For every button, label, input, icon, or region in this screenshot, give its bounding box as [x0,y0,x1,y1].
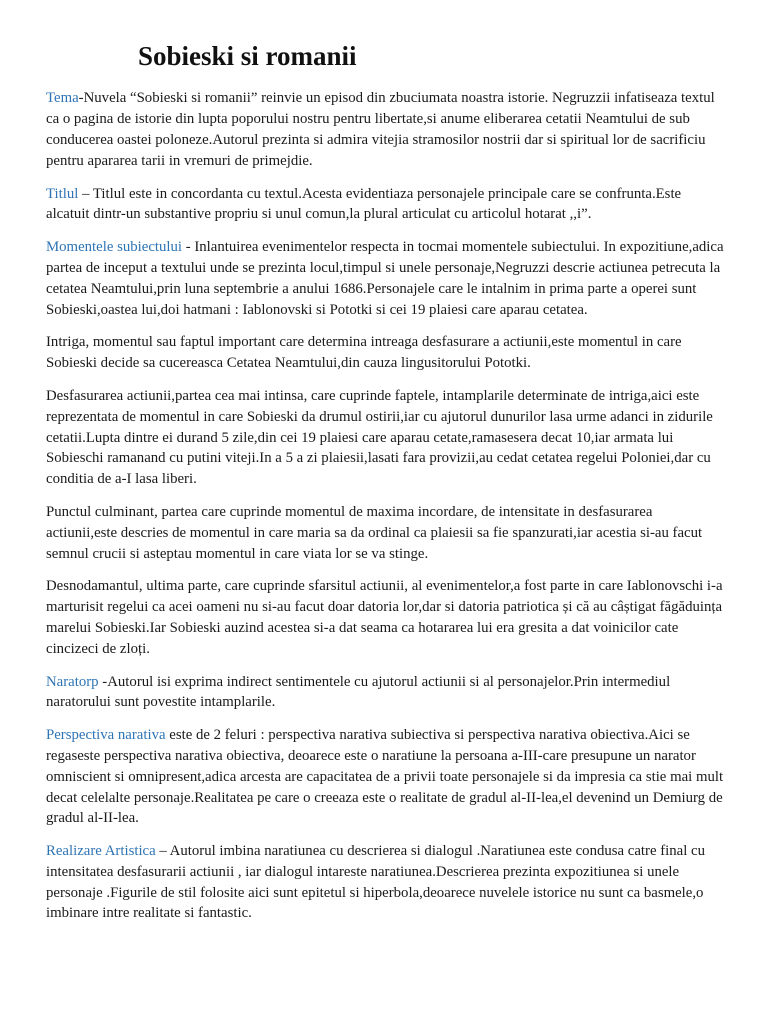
paragraph-lead: Realizare Artistica [46,843,156,860]
document-title: Sobieski si romanii [138,41,357,71]
paragraph-intriga [46,332,726,374]
paragraph-text: Desfasurarea actiunii,partea cea mai intinsa, care cuprinde faptele, intamplarile determinate de intriga,aici este reprezentata de momentul in care Sobieski da drumul ostirii,iar cu ajutorul dunurilor lasa urme adanci in zidurile cetatii.Lupta dintre ei durand 5 zile,din cei 19 plaiesi care aparau cetate,ramasesera decat 10,iar armata lui Sobieschi ramanand cu putini viteji.In a 5 a zi plaiesii,lasati fara provizii,au cedat cetatea regelui Poloniei,dar cu conditia de a-I lasa liberi. [46,387,713,488]
paragraph-desfasurarea-actiunii [46,386,726,490]
paragraph-narator [46,672,726,714]
paragraph-lead: Naratorp [46,673,99,690]
paragraph-lead: Momentele subiectului [46,239,183,256]
paragraph-punctul-culminant [46,502,726,564]
paragraph-text: -Nuvela “Sobieski si romanii” reinvie un episod din zbuciumata noastra istorie. Negruzzii infatiseaza textul ca o pagina de istorie din lupta poporului nostru pentru libertate,si anume eliberarea cetatii Neamtului de sub conducerea oastei poloneze.Autorul prezinta si admira vitejia stramosilor nostrii dar si spiritual lor de sacrificiu pentru apararea tarii in vremuri de primejdie. [46,90,715,169]
paragraph-text: -Autorul isi exprima indirect sentimentele cu ajutorul actiunii si al personajelor.Prin intermediul naratorului sunt povestite intamplarile. [46,673,671,711]
document-page [46,40,726,936]
paragraph-text: este de 2 feluri : perspectiva narativa subiectiva si perspectiva narativa obiectiva.Aici se regaseste perspectiva narativa obiectiva, deoarece este o naratiune la persoana a-III-care presupune un narator omniscient si omnipresent,adica arcesta are capacitatea de a privii toate personajele si da impresia ca stie mai mult decat celelalte personaje.Realitatea pe care o creeaza este o realitate de gradul al-II-lea,el devenind un Demiurg de gradul al-II-lea. [46,727,724,827]
paragraph-perspectiva-narativa [46,725,726,829]
paragraph-lead: Titlul [46,185,79,202]
paragraph-realizare-artistica [46,841,726,924]
paragraph-text: Desnodamantul, ultima parte, care cuprinde sfarsitul actiunii, al evenimentelor,a fost parte in care Iablonovschi i-a marturisit regelui ca acei oameni nu si-au facut doar datoria lor,dar si datoria patriotica și că au câștigat făgăduința marelui Sobieski.Iar Sobieski auzind acestea si-a dat seama ca hotararea lui era gresita a dat voinicilor cate cincizeci de zloți. [46,578,723,657]
paragraph-text: Intriga, momentul sau faptul important care determina intreaga desfasurare a actiunii,este momentul in care Sobieski decide sa cucereasca Cetatea Neamtului,din cauza lingusitorului Pototki. [46,334,682,372]
paragraph-titlul [46,184,726,226]
paragraph-text: – Titlul este in concordanta cu textul.Acesta evidentiaza personajele principale care se confrunta.Este alcatuit dintr-un substantive propriu si unul comun,la plural articulat cu articolul hotarat ,,i”. [46,185,682,223]
paragraph-text: - Inlantuirea evenimentelor respecta in tocmai momentele subiectului. In expozitiune,adica partea de inceput a textului unde se prezinta locul,timpul si unele personaje,Negruzzi descrie actiunea petrecuta la cetatea Neamtului,prin luna septembrie a anului 1686.Personajele care le intalnim in prima parte a operei sunt Sobieski,oastea lui,doi hatmani : Iablonovski si Pototki si cei 19 plaiesi care aparau cetatea. [46,239,724,318]
paragraph-tema [46,88,726,171]
paragraph-text: – Autorul imbina naratiunea cu descrierea si dialogul .Naratiunea este condusa catre final cu intensitatea desfasurarii actiunii , iar dialogul intareste naratiunea.Descrierea prezinta expozitiunea si unele personaje .Figurile de stil folosite aici sunt epitetul si hiperbola,deoarece nuvelele istorice nu sunt ca basmele,o imbinare intre realitate si fantastic. [46,843,706,922]
paragraph-momentele-subiectului [46,237,726,320]
paragraph-lead: Tema [46,90,79,107]
paragraph-desnodamantul [46,576,726,659]
paragraph-lead: Perspectiva narativa [46,727,166,744]
paragraph-text: Punctul culminant, partea care cuprinde momentul de maxima incordare, de intensitate in desfasurarea actiunii,este descries de momentul in care maria sa da ordinal ca plaiesii sa fie spanzurati,iar acestia si-au facut semnul crucii si asteptau momentul in care viata lor se va stinge. [46,503,703,562]
